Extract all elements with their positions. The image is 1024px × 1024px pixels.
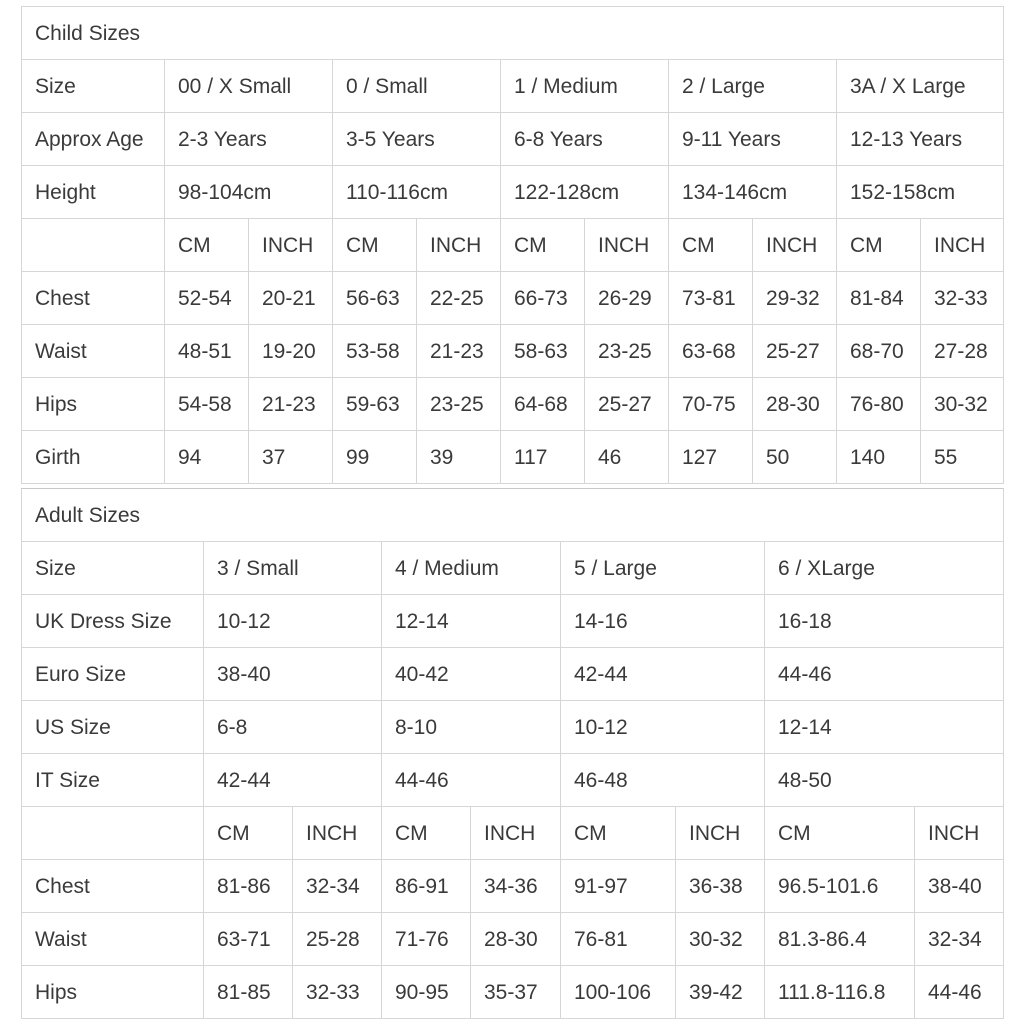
empty-cell	[22, 807, 204, 860]
row-label: Size	[22, 542, 204, 595]
measure-cell: 32-33	[921, 272, 1004, 325]
row-label: Hips	[22, 378, 165, 431]
measure-cell: 54-58	[165, 378, 249, 431]
adult-section-title-row	[22, 489, 1004, 542]
measure-cell: 111.8-116.8	[765, 966, 915, 1019]
measure-cell: 81-85	[204, 966, 293, 1019]
child-unit-header-row	[22, 219, 1004, 272]
unit-header: INCH	[417, 219, 501, 272]
row-label: Chest	[22, 860, 204, 913]
child-size-table	[21, 6, 1004, 484]
unit-header: INCH	[249, 219, 333, 272]
measure-cell: 68-70	[837, 325, 921, 378]
child-size-cell: 3A / X Large	[837, 60, 1004, 113]
measure-cell: 63-68	[669, 325, 753, 378]
row-label: Chest	[22, 272, 165, 325]
measure-cell: 55	[921, 431, 1004, 484]
measure-cell: 48-51	[165, 325, 249, 378]
unit-header: INCH	[471, 807, 561, 860]
measure-cell: 63-71	[204, 913, 293, 966]
child-age-row	[22, 113, 1004, 166]
child-section-title-row	[22, 7, 1004, 60]
row-label: Waist	[22, 913, 204, 966]
unit-header: CM	[382, 807, 471, 860]
unit-header: INCH	[915, 807, 1004, 860]
adult-size-row	[22, 542, 1004, 595]
measure-cell: 28-30	[753, 378, 837, 431]
measure-cell: 100-106	[561, 966, 676, 1019]
conversion-cell: 40-42	[382, 648, 561, 701]
child-size-cell: 0 / Small	[333, 60, 501, 113]
measure-cell: 39-42	[676, 966, 765, 1019]
measure-cell: 81-86	[204, 860, 293, 913]
measure-cell: 25-27	[585, 378, 669, 431]
row-label: IT Size	[22, 754, 204, 807]
unit-header: CM	[837, 219, 921, 272]
adult-waist-row	[22, 913, 1004, 966]
conversion-cell: 42-44	[204, 754, 382, 807]
measure-cell: 50	[753, 431, 837, 484]
adult-it-size-row	[22, 754, 1004, 807]
measure-cell: 21-23	[249, 378, 333, 431]
measure-cell: 53-58	[333, 325, 417, 378]
measure-cell: 19-20	[249, 325, 333, 378]
measure-cell: 21-23	[417, 325, 501, 378]
conversion-cell: 42-44	[561, 648, 765, 701]
child-height-cell: 98-104cm	[165, 166, 333, 219]
child-chest-row	[22, 272, 1004, 325]
child-height-cell: 152-158cm	[837, 166, 1004, 219]
measure-cell: 81.3-86.4	[765, 913, 915, 966]
row-label: Hips	[22, 966, 204, 1019]
measure-cell: 71-76	[382, 913, 471, 966]
conversion-cell: 6-8	[204, 701, 382, 754]
child-size-cell: 2 / Large	[669, 60, 837, 113]
measure-cell: 25-28	[293, 913, 382, 966]
unit-header: CM	[501, 219, 585, 272]
adult-section-title: Adult Sizes	[22, 489, 1004, 542]
row-label: US Size	[22, 701, 204, 754]
row-label: Size	[22, 60, 165, 113]
row-label: Height	[22, 166, 165, 219]
child-height-cell: 134-146cm	[669, 166, 837, 219]
adult-size-cell: 4 / Medium	[382, 542, 561, 595]
measure-cell: 52-54	[165, 272, 249, 325]
measure-cell: 46	[585, 431, 669, 484]
measure-cell: 59-63	[333, 378, 417, 431]
measure-cell: 96.5-101.6	[765, 860, 915, 913]
measure-cell: 66-73	[501, 272, 585, 325]
row-label: UK Dress Size	[22, 595, 204, 648]
unit-header: INCH	[293, 807, 382, 860]
measure-cell: 76-80	[837, 378, 921, 431]
row-label: Waist	[22, 325, 165, 378]
conversion-cell: 16-18	[765, 595, 1004, 648]
unit-header: CM	[765, 807, 915, 860]
measure-cell: 25-27	[753, 325, 837, 378]
unit-header: INCH	[921, 219, 1004, 272]
adult-size-cell: 3 / Small	[204, 542, 382, 595]
measure-cell: 76-81	[561, 913, 676, 966]
adult-hips-row	[22, 966, 1004, 1019]
child-size-cell: 00 / X Small	[165, 60, 333, 113]
measure-cell: 22-25	[417, 272, 501, 325]
conversion-cell: 38-40	[204, 648, 382, 701]
child-size-row	[22, 60, 1004, 113]
adult-size-cell: 5 / Large	[561, 542, 765, 595]
measure-cell: 127	[669, 431, 753, 484]
measure-cell: 37	[249, 431, 333, 484]
measure-cell: 44-46	[915, 966, 1004, 1019]
measure-cell: 32-33	[293, 966, 382, 1019]
adult-size-table	[21, 488, 1004, 1019]
conversion-cell: 48-50	[765, 754, 1004, 807]
unit-header: CM	[669, 219, 753, 272]
conversion-cell: 10-12	[204, 595, 382, 648]
measure-cell: 26-29	[585, 272, 669, 325]
conversion-cell: 44-46	[765, 648, 1004, 701]
child-height-cell: 122-128cm	[501, 166, 669, 219]
measure-cell: 70-75	[669, 378, 753, 431]
child-section-title: Child Sizes	[22, 7, 1004, 60]
child-age-cell: 9-11 Years	[669, 113, 837, 166]
measure-cell: 20-21	[249, 272, 333, 325]
measure-cell: 86-91	[382, 860, 471, 913]
child-age-cell: 12-13 Years	[837, 113, 1004, 166]
adult-unit-header-row	[22, 807, 1004, 860]
measure-cell: 140	[837, 431, 921, 484]
measure-cell: 35-37	[471, 966, 561, 1019]
child-age-cell: 2-3 Years	[165, 113, 333, 166]
measure-cell: 56-63	[333, 272, 417, 325]
conversion-cell: 8-10	[382, 701, 561, 754]
conversion-cell: 12-14	[765, 701, 1004, 754]
child-height-row	[22, 166, 1004, 219]
measure-cell: 27-28	[921, 325, 1004, 378]
conversion-cell: 10-12	[561, 701, 765, 754]
measure-cell: 90-95	[382, 966, 471, 1019]
measure-cell: 81-84	[837, 272, 921, 325]
unit-header: CM	[561, 807, 676, 860]
adult-uk-size-row	[22, 595, 1004, 648]
measure-cell: 29-32	[753, 272, 837, 325]
unit-header: INCH	[676, 807, 765, 860]
measure-cell: 64-68	[501, 378, 585, 431]
adult-us-size-row	[22, 701, 1004, 754]
adult-size-cell: 6 / XLarge	[765, 542, 1004, 595]
measure-cell: 117	[501, 431, 585, 484]
adult-euro-size-row	[22, 648, 1004, 701]
measure-cell: 38-40	[915, 860, 1004, 913]
conversion-cell: 44-46	[382, 754, 561, 807]
measure-cell: 34-36	[471, 860, 561, 913]
measure-cell: 73-81	[669, 272, 753, 325]
row-label: Girth	[22, 431, 165, 484]
unit-header: CM	[333, 219, 417, 272]
measure-cell: 32-34	[915, 913, 1004, 966]
measure-cell: 58-63	[501, 325, 585, 378]
child-hips-row	[22, 378, 1004, 431]
child-girth-row	[22, 431, 1004, 484]
empty-cell	[22, 219, 165, 272]
child-size-cell: 1 / Medium	[501, 60, 669, 113]
measure-cell: 39	[417, 431, 501, 484]
conversion-cell: 12-14	[382, 595, 561, 648]
measure-cell: 23-25	[417, 378, 501, 431]
measure-cell: 94	[165, 431, 249, 484]
row-label: Euro Size	[22, 648, 204, 701]
child-waist-row	[22, 325, 1004, 378]
adult-chest-row	[22, 860, 1004, 913]
measure-cell: 99	[333, 431, 417, 484]
measure-cell: 30-32	[921, 378, 1004, 431]
measure-cell: 91-97	[561, 860, 676, 913]
measure-cell: 23-25	[585, 325, 669, 378]
measure-cell: 32-34	[293, 860, 382, 913]
child-age-cell: 3-5 Years	[333, 113, 501, 166]
unit-header: INCH	[753, 219, 837, 272]
measure-cell: 30-32	[676, 913, 765, 966]
unit-header: CM	[165, 219, 249, 272]
conversion-cell: 14-16	[561, 595, 765, 648]
unit-header: CM	[204, 807, 293, 860]
measure-cell: 36-38	[676, 860, 765, 913]
measure-cell: 28-30	[471, 913, 561, 966]
child-height-cell: 110-116cm	[333, 166, 501, 219]
row-label: Approx Age	[22, 113, 165, 166]
child-age-cell: 6-8 Years	[501, 113, 669, 166]
unit-header: INCH	[585, 219, 669, 272]
conversion-cell: 46-48	[561, 754, 765, 807]
